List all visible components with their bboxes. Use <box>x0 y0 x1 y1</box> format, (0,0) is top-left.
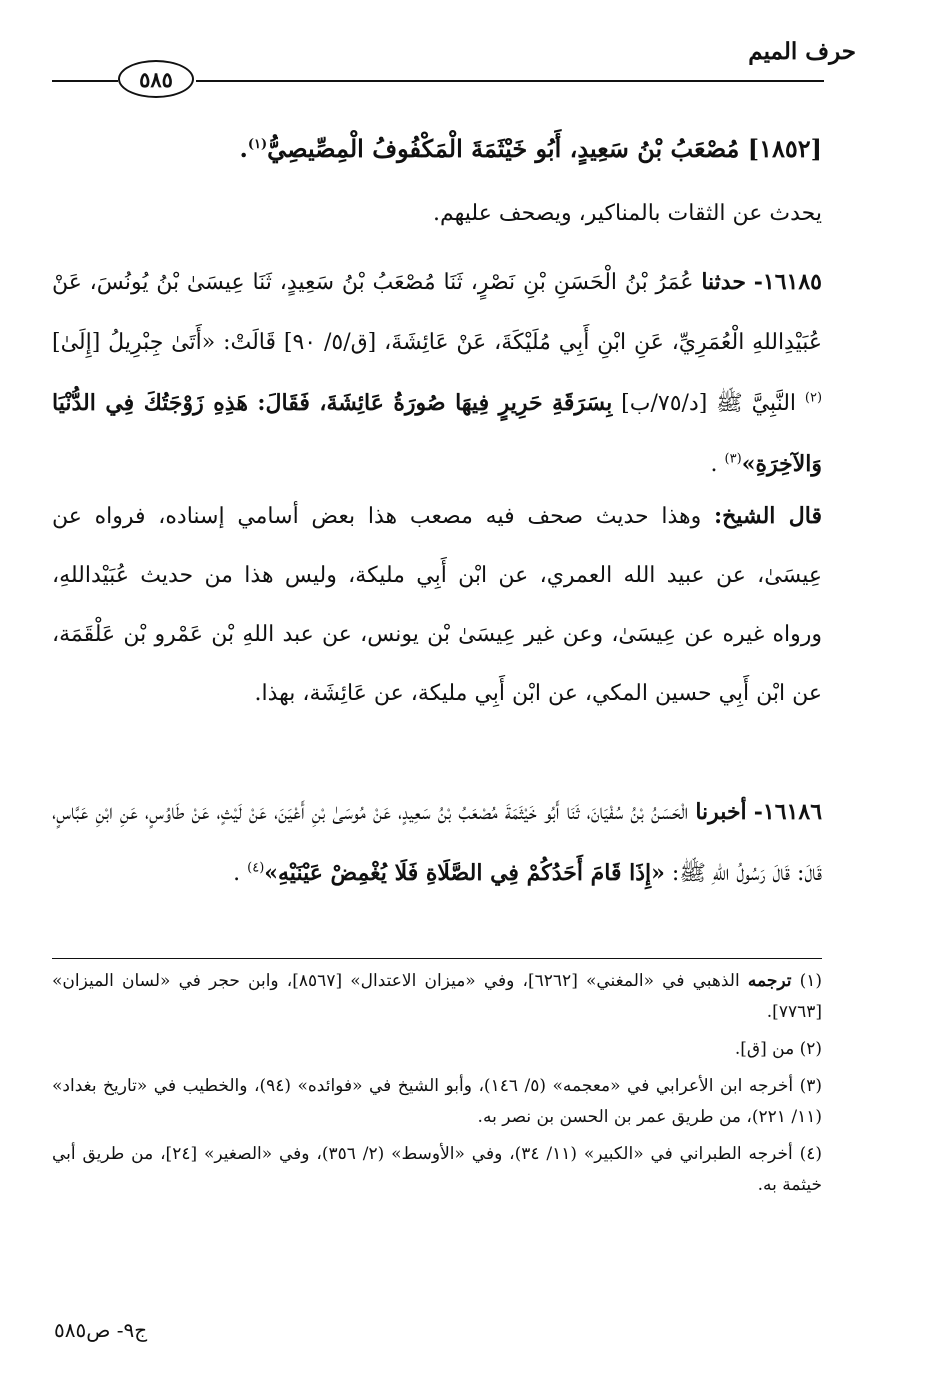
entry-description: يحدث عن الثقات بالمناكير، ويصحف عليهم. <box>433 201 822 226</box>
hadith-end: . <box>710 452 718 477</box>
footnote-label: ترجمه <box>747 971 792 991</box>
footnotes <box>52 966 822 1207</box>
page-number: ٥٨٥ <box>139 66 173 92</box>
header-rule-left <box>52 80 118 82</box>
footnote-text: أخرجه الطبراني في «الكبير» (١١/ ٣٤)، وفي «الأوسط» (٢/ ٣٥٦)، وفي «الصغير» [٢٤]، من طريق أبي خيثمة به. <box>52 1144 822 1195</box>
footnote-ref-4[interactable]: (٤) <box>247 860 265 876</box>
hadith-16185 <box>52 252 822 495</box>
hadith-isnad: عُمَرُ بْنُ الْحَسَنِ بْنِ نَصْرٍ، ثَنَا مُصْعَبُ بْنُ سَعِيدٍ، ثَنَا عِيسَىٰ بْنُ يُونُسَ، عَنْ عُبَيْدِاللهِ الْعُمَرِيِّ، عَنِ ابْنِ أَبِي مُلَيْكَةَ، عَنْ عَائِشَةَ، [ق/٥/ ٩٠] قَالَتْ: <box>52 270 823 355</box>
footnote-ref-2[interactable]: (٢) <box>804 390 823 406</box>
hadith-end: . <box>233 861 241 886</box>
chapter-title: حرف الميم <box>748 38 856 65</box>
footnote-4 <box>52 1139 822 1201</box>
footnote-ref-3[interactable]: (٣) <box>724 451 742 467</box>
footnote-number: (١) <box>799 971 823 991</box>
sheikh-comment <box>52 487 822 723</box>
hadith-matn-bold: بِسَرَقَةِ حَرِيرٍ فِيهَا صُورَةُ عَائِشَةَ، فَقَالَ: هَذِهِ زَوْجَتُكَ فِي الدُّنْيَا وَالآخِرَةِ» <box>52 390 822 477</box>
page-number-oval <box>118 60 194 98</box>
entry-title <box>52 126 822 172</box>
hadith-verb: حدثنا <box>701 269 746 295</box>
comment-text: وهذا حديث صحف فيه مصعب هذا بعض أسامي إسناده، فرواه عن عِيسَىٰ، عن عبيد الله العمري، عن ابْن أَبِي مليكة، وليس هذا من حديث عُبَيْداللهِ، ورواه غيره عن عِيسَىٰ، وعن غير عِيسَىٰ بْن يونس، عن عبد اللهِ بْن عَمْرو بْن عَلْقَمَة، عن ابْن أَبِي حسين المكي، عن ابْن أَبِي مليكة، عن عَائِشَة، بهذا. <box>52 504 822 706</box>
footnote-1 <box>52 966 822 1028</box>
hadith-number: ١٦١٨٦- <box>753 799 823 825</box>
footnote-number: (٤) <box>799 1144 823 1164</box>
footnote-text: أخرجه ابن الأعرابي في «معجمه» (٥/ ١٤٦)، وأبو الشيخ في «فوائده» (٩٤)، والخطيب في «تاريخ بغداد» (١١/ ٢٢١)، من طريق عمر بن الحسن بن نصر به. <box>52 1076 822 1127</box>
footnote-3 <box>52 1071 822 1133</box>
footnote-2 <box>52 1034 822 1065</box>
comment-label: قال الشيخ: <box>713 503 822 529</box>
footnote-number: (٢) <box>799 1039 822 1059</box>
hadith-matn-middle: النَّبِيَّ ﷺ [د/٧٥/ب] <box>621 391 797 416</box>
volume-page-footer: ج٩- ص٥٨٥ <box>54 1318 148 1342</box>
footnote-ref-1[interactable]: (١) <box>247 137 268 152</box>
footnote-number: (٣) <box>799 1076 823 1096</box>
hadith-matn-start: «أَتَىٰ جِبْرِيلُ [إِلَىٰ] <box>52 330 216 355</box>
header-rule-right <box>196 80 824 82</box>
hadith-matn-bold: «إِذَا قَامَ أَحَدُكُمْ فِي الصَّلَاةِ فَلَا يُغْمِضْ عَيْنَيْهِ» <box>264 860 665 886</box>
entry-title-end: . <box>239 134 248 163</box>
footnote-text: الذهبي في «المغني» [٦٢٦٢]، وفي «ميزان الاعتدال» [٨٥٦٧]، وابن حجر في «لسان الميزان» [٧٧٦٣]. <box>52 971 822 1022</box>
hadith-verb: أخبرنا <box>695 799 747 825</box>
footnote-separator <box>52 958 822 959</box>
hadith-number: ١٦١٨٥- <box>753 269 822 295</box>
entry-title-text: [١٨٥٢] مُصْعَبُ بْنُ سَعِيدٍ، أَبُو خَيْثَمَةَ الْمَكْفُوفُ الْمِصِّيصِيُّ <box>267 134 822 163</box>
hadith-isnad: الْحَسَنُ بْنُ سُفْيَانَ، ثَنَا أَبُو خَيْثَمَةَ مُصْعَبُ بْنُ سَعِيدٍ، عَنْ مُوسَىٰ بْنِ أَعْيَنَ، عَنْ لَيْثٍ، عَنْ طَاوُسٍ، عَنِ ابْنِ عَبَّاسٍ، قَالَ: قَالَ رَسُولُ اللهِ ﷺ: <box>52 800 822 886</box>
hadith-16186 <box>52 782 822 904</box>
footnote-text: من [ق]. <box>734 1039 795 1059</box>
